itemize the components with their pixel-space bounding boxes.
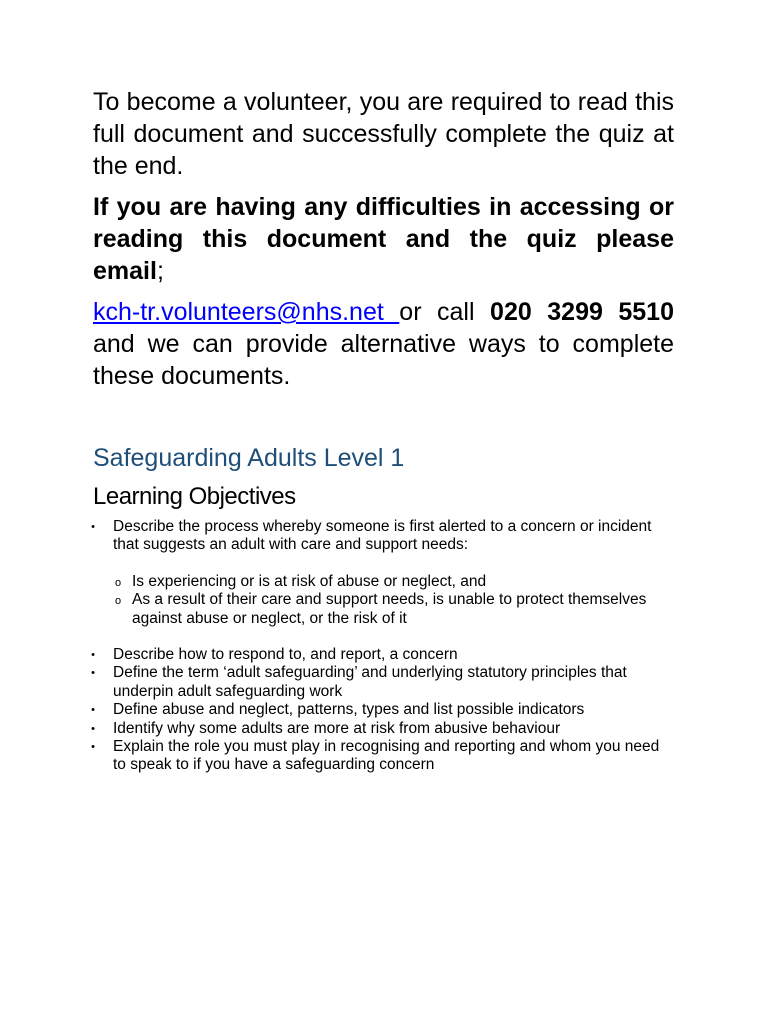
email-link[interactable]: kch-tr.volunteers@nhs.net	[93, 298, 400, 326]
objective-text: Define abuse and neglect, patterns, types and list possible indicators	[113, 701, 585, 719]
objective-text: Describe the process whereby someone is first alerted to a concern or incident that suggests an adult with care and support needs:	[113, 518, 652, 554]
sub-objectives-list	[113, 573, 674, 628]
bullet-icon: •	[91, 667, 95, 680]
bullet-icon: •	[91, 649, 95, 662]
bullet-icon: •	[91, 722, 95, 735]
list-item	[93, 518, 674, 628]
circle-bullet-icon: o	[114, 595, 122, 608]
difficulties-text: If you are having any difficulties in accessing or reading this document and the quiz please email	[93, 193, 674, 285]
list-item	[93, 720, 674, 738]
or-call-text: or call	[399, 298, 491, 326]
learning-objectives-title: Learning Objectives	[93, 483, 296, 510]
difficulties-paragraph	[93, 191, 674, 287]
bullet-icon: •	[91, 521, 95, 533]
difficulties-semicolon: ;	[156, 257, 164, 285]
sub-objective-text: As a result of their care and support needs, is unable to protect themselves against abuse or neglect, or the risk of it	[132, 591, 647, 627]
bullet-icon: •	[91, 704, 95, 717]
sub-objective-text: Is experiencing or is at risk of abuse or neglect, and	[132, 572, 487, 590]
list-item	[93, 646, 674, 664]
objective-text: Identify why some adults are more at risk from abusive behaviour	[113, 719, 561, 737]
list-item	[93, 664, 674, 701]
bullet-icon: •	[91, 741, 95, 754]
objective-text: Describe how to respond to, and report, a concern	[113, 646, 458, 664]
list-item	[93, 701, 674, 719]
list-item	[113, 573, 674, 591]
document-page	[93, 86, 674, 775]
circle-bullet-icon: o	[114, 576, 122, 589]
phone-number: 020 3299 5510	[490, 298, 674, 326]
list-item	[113, 591, 674, 628]
objective-text: Define the term ‘adult safeguarding’ and underlying statutory principles that underpin adult safeguarding work	[113, 664, 627, 700]
objective-text: Explain the role you must play in recognising and reporting and whom you need to speak to if you have a safeguarding concern	[113, 738, 660, 774]
alternative-text: and we can provide alternative ways to complete these documents.	[93, 330, 674, 390]
section-title: Safeguarding Adults Level 1	[93, 444, 405, 472]
intro-paragraph: To become a volunteer, you are required to read this full document and successfully complete the quiz at the end.	[93, 88, 674, 180]
list-item	[93, 738, 674, 775]
objectives-list	[93, 518, 674, 775]
contact-paragraph	[93, 296, 674, 392]
